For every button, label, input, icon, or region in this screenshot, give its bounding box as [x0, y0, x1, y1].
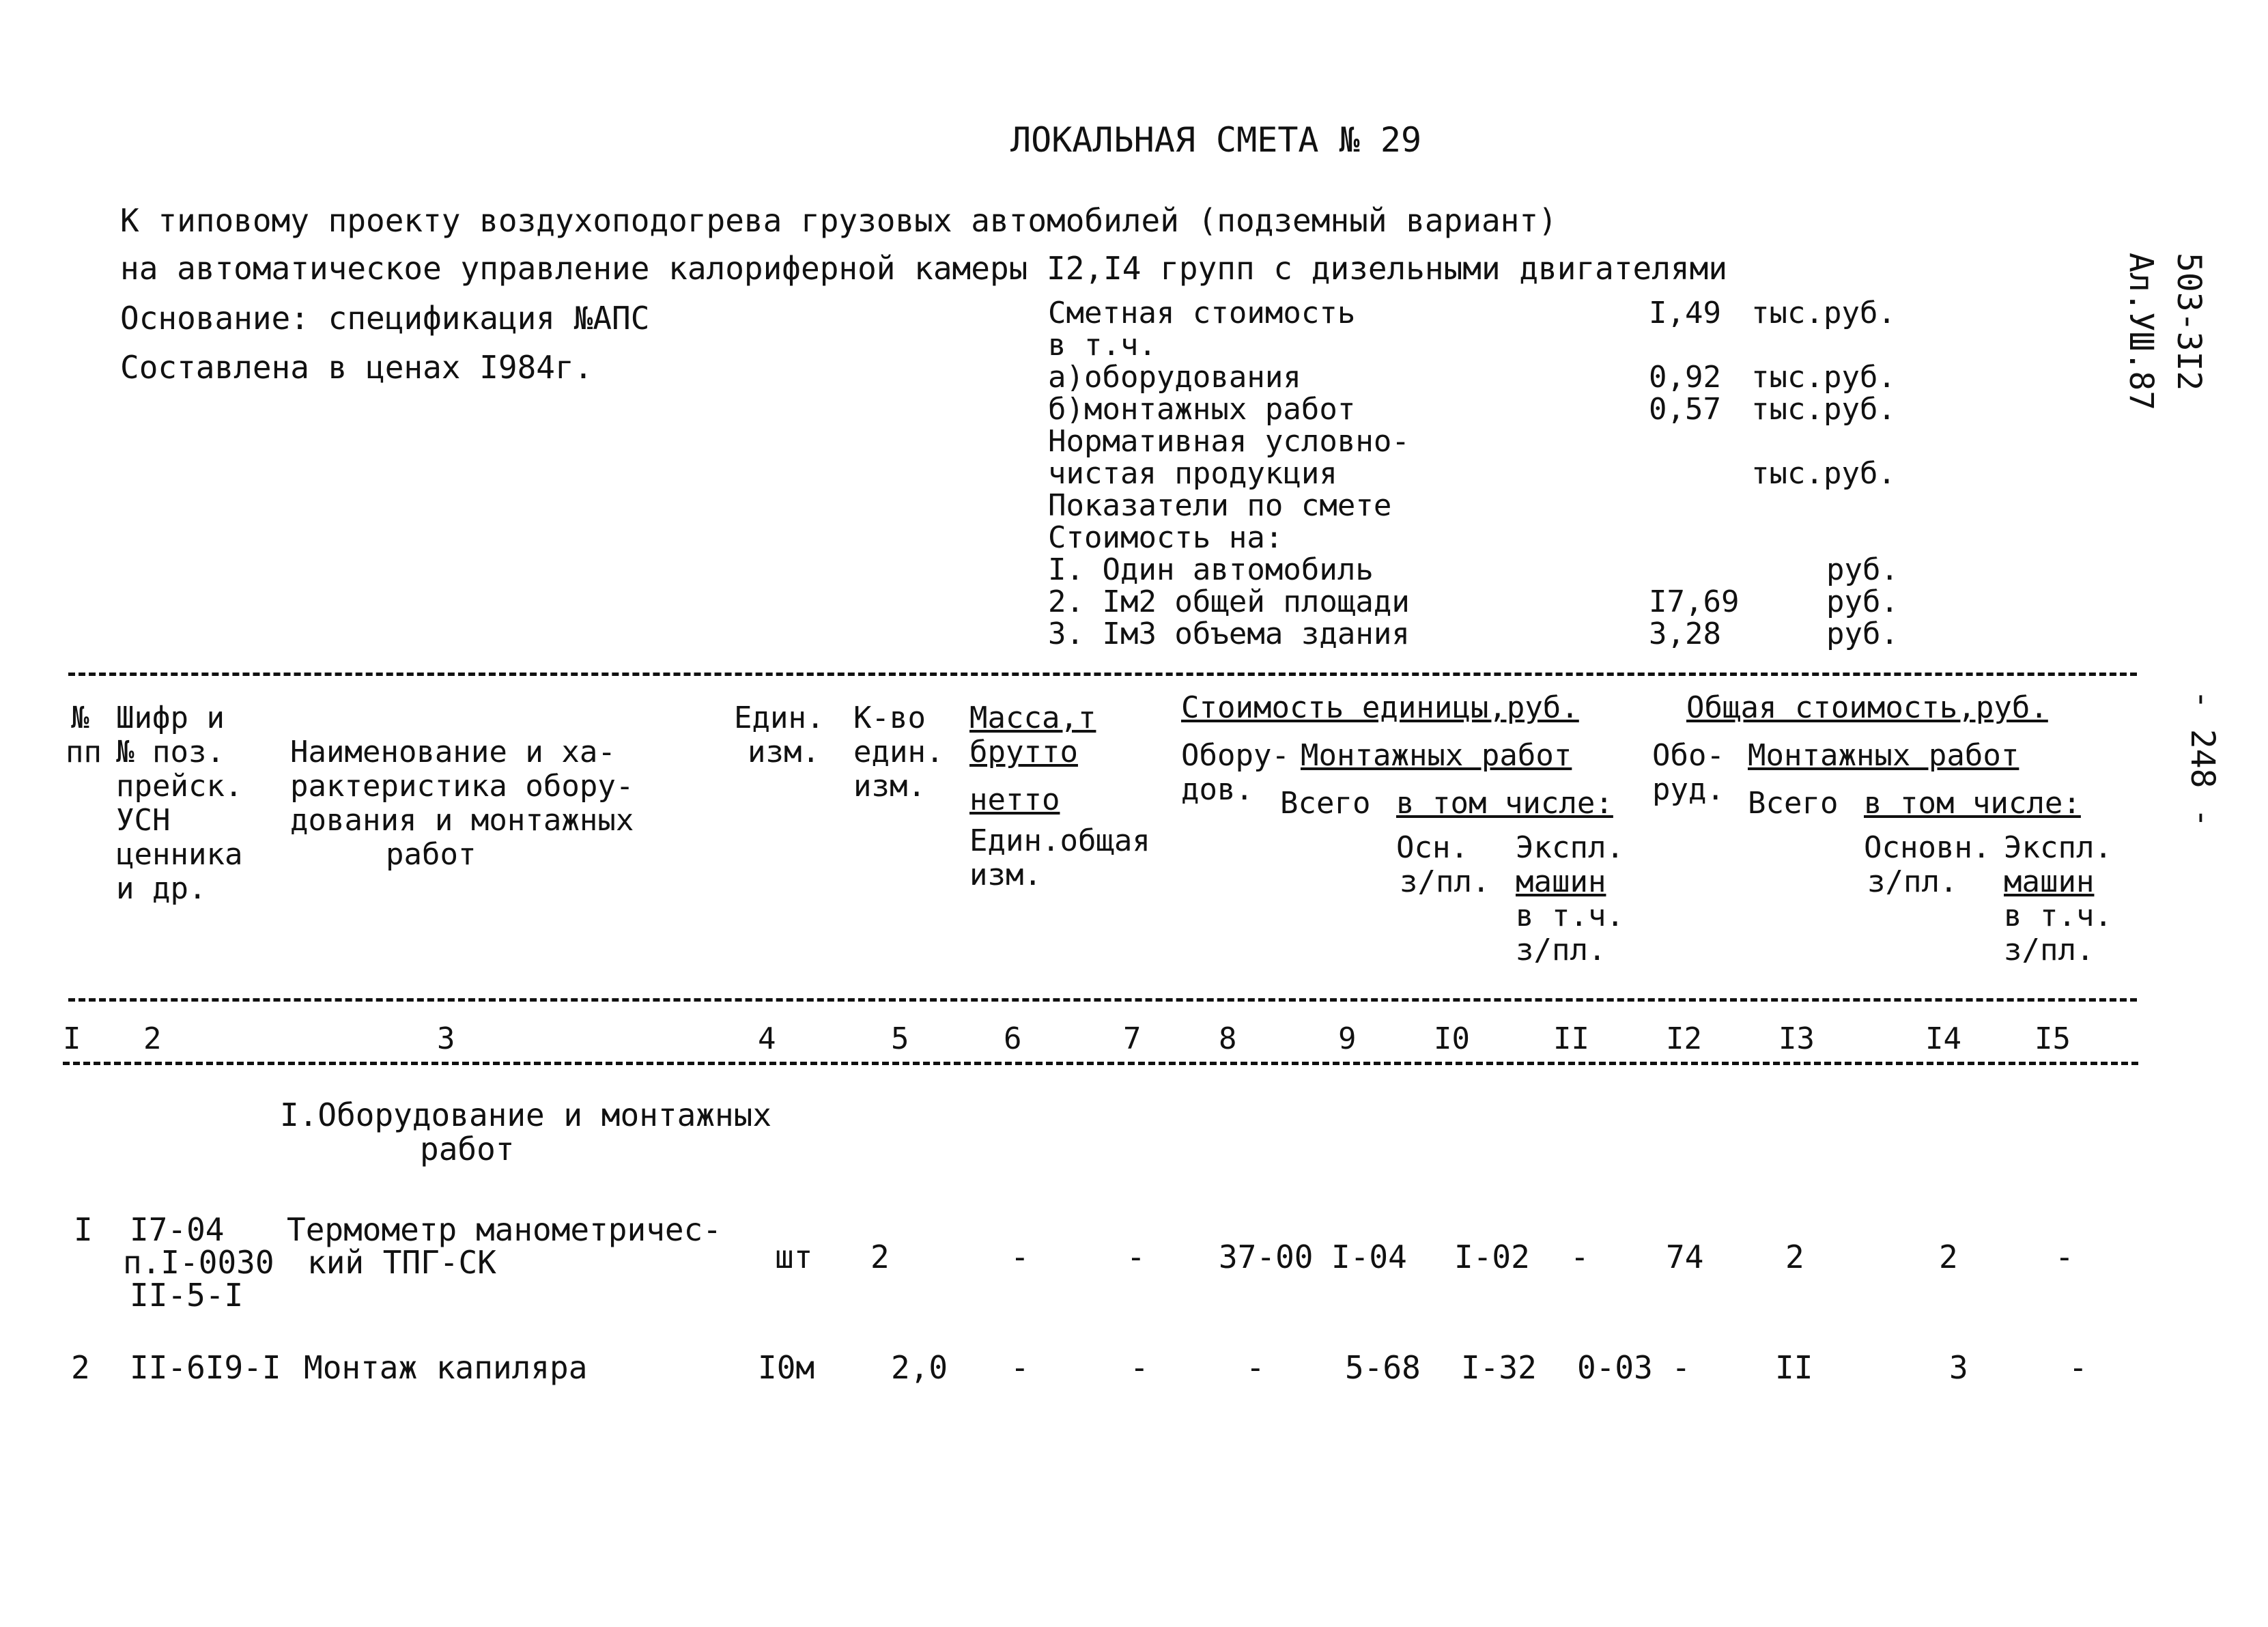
column-number: 8: [1219, 1021, 1237, 1056]
cost-label: Сметная стоимость: [1048, 296, 1356, 330]
cost-value: 3,28: [1649, 617, 1721, 651]
header-code: и др.: [116, 871, 207, 906]
row-qty: 2: [870, 1239, 890, 1275]
cost-label: I. Один автомобиль: [1048, 552, 1374, 587]
header-qty: К-во: [853, 701, 926, 735]
header-num: пп: [66, 735, 102, 769]
header-num: №: [71, 701, 89, 735]
page-title: ЛОКАЛЬНАЯ СМЕТА № 29: [1010, 120, 1422, 160]
row-total-machines: -: [2069, 1349, 2088, 1386]
column-number: I2: [1666, 1021, 1702, 1056]
row-machines: -: [1570, 1239, 1589, 1275]
cost-unit: руб.: [1826, 552, 1899, 587]
column-number: II: [1553, 1021, 1589, 1056]
column-number: 5: [891, 1021, 909, 1056]
header-unit-cost-wages: з/пл.: [1400, 864, 1490, 899]
column-number: 6: [1004, 1021, 1022, 1056]
column-number: 4: [758, 1021, 776, 1056]
cost-label: Показатели по смете: [1048, 488, 1392, 523]
cost-label: Стоимость на:: [1048, 520, 1284, 555]
cost-label: Нормативная условно-: [1048, 424, 1410, 459]
cost-label: 2. Iм2 общей площади: [1048, 584, 1410, 619]
row-name: Термометр манометричес-: [287, 1211, 722, 1248]
cost-unit: тыс.руб.: [1751, 360, 1896, 395]
intro-line-1: К типовому проекту воздухоподогрева грузовых автомобилей (подземный вариант): [120, 202, 1557, 239]
row-qty: 2,0: [891, 1349, 948, 1386]
column-number: 2: [143, 1021, 162, 1056]
row-total-machines: -: [2055, 1239, 2074, 1275]
header-unit-cost-incl: в том числе:: [1396, 786, 1613, 821]
header-mass-gross: брутто: [969, 735, 1078, 769]
row-total-equip: 74: [1666, 1239, 1704, 1275]
doc-code: 503-3I2: [2170, 253, 2208, 391]
header-qty: един.: [853, 735, 944, 769]
header-total-cost-title: Общая стоимость,руб.: [1686, 690, 2048, 725]
row-equip-cost: -: [1246, 1349, 1265, 1386]
row-unit: I0м: [758, 1349, 815, 1386]
header-code: № поз.: [116, 735, 225, 769]
row-total-wages: 2: [1939, 1239, 1958, 1275]
header-mass-net: нетто: [969, 782, 1060, 817]
column-number: 3: [437, 1021, 455, 1056]
cost-value: I,49: [1649, 296, 1721, 330]
column-number: 7: [1123, 1021, 1142, 1056]
cost-unit: тыс.руб.: [1751, 296, 1896, 330]
header-name: Наименование и ха-: [290, 735, 616, 769]
cost-value: 0,57: [1649, 392, 1721, 427]
column-number: I4: [1925, 1021, 1961, 1056]
header-unit-cost-total: Всего: [1280, 786, 1371, 821]
header-unit-cost-machines: в т.ч.: [1516, 899, 1624, 933]
row-wages: I-32: [1461, 1349, 1537, 1386]
header-name: рактеристика обору-: [290, 769, 634, 804]
section-heading: работ: [420, 1131, 515, 1168]
row-name: кий ТПГ-СК: [307, 1244, 496, 1281]
header-total-cost-equip: Обо-: [1652, 738, 1725, 773]
row-wages: I-02: [1454, 1239, 1530, 1275]
column-number: I0: [1434, 1021, 1470, 1056]
header-total-cost-total: Всего: [1748, 786, 1839, 821]
row-mass-total: -: [1126, 1239, 1146, 1275]
header-code: прейск.: [116, 769, 243, 804]
basis-line: Основание: спецификация №АПС: [120, 300, 650, 337]
header-total-cost-mount: Монтажных работ: [1748, 738, 2019, 773]
header-unit-cost-title: Стоимость единицы,руб.: [1181, 690, 1579, 725]
row-code: II-5-I: [130, 1277, 244, 1314]
table-top-rule: [68, 673, 2137, 676]
prices-line: Составлена в ценах I984г.: [120, 349, 593, 386]
header-unit-cost-machines: з/пл.: [1516, 933, 1606, 967]
header-unit-cost-equip: дов.: [1181, 772, 1253, 807]
row-code: п.I-0030: [123, 1244, 274, 1281]
header-unit: Един.: [734, 701, 825, 735]
cost-label: а)оборудования: [1048, 360, 1301, 395]
header-qty: изм.: [853, 769, 926, 804]
cost-unit: тыс.руб.: [1751, 456, 1896, 491]
header-unit-cost-wages: Осн.: [1396, 830, 1469, 865]
header-mass-unit: изм.: [969, 858, 1042, 892]
table-header-rule: [68, 998, 2137, 1002]
row-code: II-6I9-I: [130, 1349, 281, 1386]
cost-label: в т.ч.: [1048, 328, 1157, 363]
cost-value: 0,92: [1649, 360, 1721, 395]
album-code: Ал.УШ.87: [2122, 253, 2160, 411]
row-total-mount: II: [1775, 1349, 1813, 1386]
row-code: I7-04: [130, 1211, 225, 1248]
column-number: I3: [1778, 1021, 1815, 1056]
header-mass-unit: Един.общая: [969, 823, 1150, 858]
intro-line-2: на автоматическое управление калориферной камеры I2,I4 групп с дизельными двигателями: [120, 250, 1728, 287]
cost-label: б)монтажных работ: [1048, 392, 1356, 427]
cost-unit: руб.: [1826, 617, 1899, 651]
cost-value: I7,69: [1649, 584, 1740, 619]
cost-unit: тыс.руб.: [1751, 392, 1896, 427]
row-num: I: [74, 1211, 93, 1248]
header-unit-cost-equip: Обору-: [1181, 738, 1290, 773]
row-mount-total: I-04: [1331, 1239, 1407, 1275]
header-total-cost-equip: руд.: [1652, 772, 1725, 807]
row-mass-unit: -: [1010, 1349, 1030, 1386]
row-unit: шт: [775, 1239, 813, 1275]
cost-label: чистая продукция: [1048, 456, 1337, 491]
header-unit-cost-machines: машин: [1516, 864, 1606, 899]
header-unit-cost-mount: Монтажных работ: [1301, 738, 1572, 773]
row-mass-total: -: [1130, 1349, 1149, 1386]
row-mass-unit: -: [1010, 1239, 1030, 1275]
header-total-cost-machines: машин: [2004, 864, 2095, 899]
header-total-cost-wages: Основн.: [1864, 830, 1991, 865]
row-num: 2: [71, 1349, 90, 1386]
section-heading: I.Оборудование и монтажных: [280, 1097, 772, 1133]
row-equip-cost: 37-00: [1219, 1239, 1314, 1275]
row-name: Монтаж капиляра: [304, 1349, 588, 1386]
header-unit: изм.: [748, 735, 820, 769]
cost-unit: руб.: [1826, 584, 1899, 619]
header-total-cost-machines: з/пл.: [2004, 933, 2095, 967]
header-code: ценника: [116, 837, 243, 872]
column-number: I: [63, 1021, 81, 1056]
header-code: УСН: [116, 803, 171, 838]
header-total-cost-wages: з/пл.: [1867, 864, 1958, 899]
header-total-cost-machines: в т.ч.: [2004, 899, 2112, 933]
header-total-cost-machines: Экспл.: [2004, 830, 2112, 865]
column-numbers-rule: [63, 1062, 2138, 1065]
header-name: дования и монтажных: [290, 803, 634, 838]
header-total-cost-incl: в том числе:: [1864, 786, 2081, 821]
header-name: работ: [386, 837, 477, 872]
row-machines: 0-03 -: [1577, 1349, 1691, 1386]
header-mass-title: Масса,т: [969, 701, 1096, 735]
row-mount-total: 5-68: [1345, 1349, 1421, 1386]
cost-label: 3. Iм3 объема здания: [1048, 617, 1410, 651]
column-number: 9: [1338, 1021, 1357, 1056]
row-total-wages: 3: [1949, 1349, 1968, 1386]
row-total-mount: 2: [1785, 1239, 1804, 1275]
header-unit-cost-machines: Экспл.: [1516, 830, 1624, 865]
header-code: Шифр и: [116, 701, 225, 735]
column-number: I5: [2035, 1021, 2071, 1056]
page-number: - 248 -: [2183, 690, 2222, 828]
